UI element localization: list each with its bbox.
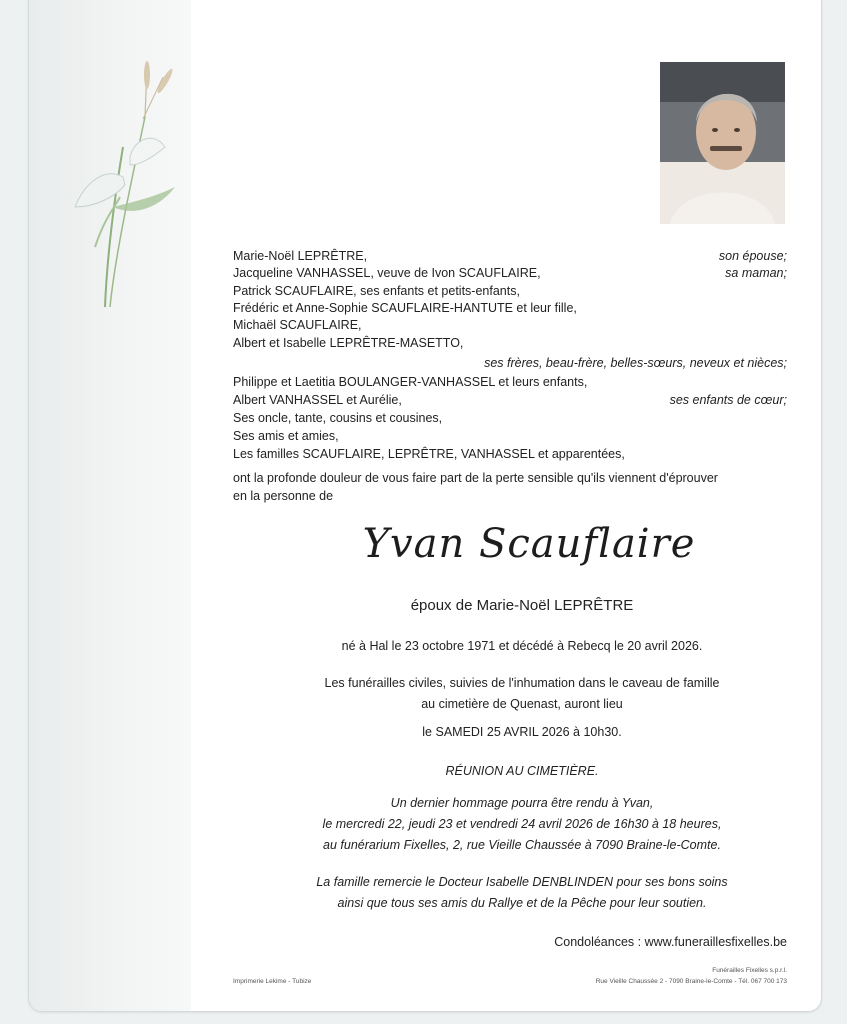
relative-line: Ses oncle, tante, cousins et cousines, <box>233 411 443 425</box>
funeral-home-name: Funérailles Fixelles s.p.r.l. <box>712 967 787 974</box>
relative-role: sa maman; <box>725 266 787 280</box>
decorative-side-strip <box>29 0 191 1011</box>
tribute-line: au funérarium Fixelles, 2, rue Vieille Chaussée à 7090 Braine-le-Comte. <box>323 838 721 852</box>
relative-line: Philippe et Laetitia BOULANGER-VANHASSEL et leurs enfants, <box>233 375 588 389</box>
relative-role: son épouse; <box>718 249 787 263</box>
birth-death-line: né à Hal le 23 octobre 1971 et décédé à Rebecq le 20 avril 2026. <box>341 639 703 653</box>
meeting-line: RÉUNION AU CIMETIÈRE. <box>445 764 599 778</box>
portrait-photo <box>660 62 785 224</box>
relative-line: Ses amis et amies, <box>233 429 339 443</box>
relative-line: Marie-Noël LEPRÊTRE, <box>233 249 368 263</box>
thanks-line: ainsi que tous ses amis du Rallye et de la Pêche pour leur soutien. <box>337 896 707 910</box>
funeral-line: au cimetière de Quenast, auront lieu <box>421 697 623 711</box>
condolences-link[interactable]: Condoléances : www.funeraillesfixelles.be <box>554 935 787 949</box>
relative-line: Albert et Isabelle LEPRÊTRE-MASETTO, <box>233 336 464 350</box>
obituary-card <box>28 0 822 1012</box>
relative-line: Albert VANHASSEL et Aurélie, <box>233 393 402 407</box>
relative-line: Michaël SCAUFLAIRE, <box>233 318 362 332</box>
funeral-home-address: Rue Vieille Chaussée 2 - 7090 Braine-le-Comte - Tél. 067 700 173 <box>595 978 787 985</box>
siblings-role: ses frères, beau-frère, belles-sœurs, neveux et nièces; <box>484 356 787 370</box>
funeral-line: Les funérailles civiles, suivies de l'inhumation dans le caveau de famille <box>324 676 720 690</box>
relative-line: Les familles SCAUFLAIRE, LEPRÊTRE, VANHASSEL et apparentées, <box>233 447 625 461</box>
announcement-text: ont la profonde douleur de vous faire part de la perte sensible qu'ils viennent d'éprouver <box>233 471 718 485</box>
heart-role: ses enfants de cœur; <box>669 393 787 407</box>
portrait-image <box>660 62 785 224</box>
relative-line: Jacqueline VANHASSEL, veuve de Ivon SCAUFLAIRE, <box>233 266 541 280</box>
relative-line: Frédéric et Anne-Sophie SCAUFLAIRE-HANTUTE et leur fille, <box>233 301 577 315</box>
funeral-date-line: le SAMEDI 25 AVRIL 2026 à 10h30. <box>422 725 622 739</box>
deceased-name: Yvan Scauflaire <box>362 521 696 567</box>
spouse-line: époux de Marie-Noël LEPRÊTRE <box>410 597 634 614</box>
calla-lily-illustration <box>35 57 185 317</box>
thanks-line: La famille remercie le Docteur Isabelle DENBLINDEN pour ses bons soins <box>316 875 728 889</box>
printer-credit: Imprimerie Lekime - Tubize <box>233 978 312 985</box>
tribute-line: le mercredi 22, jeudi 23 et vendredi 24 avril 2026 de 16h30 à 18 heures, <box>322 817 722 831</box>
tribute-line: Un dernier hommage pourra être rendu à Yvan, <box>390 796 654 810</box>
relative-line: Patrick SCAUFLAIRE, ses enfants et petits-enfants, <box>233 284 520 298</box>
announcement-text: en la personne de <box>233 489 334 503</box>
